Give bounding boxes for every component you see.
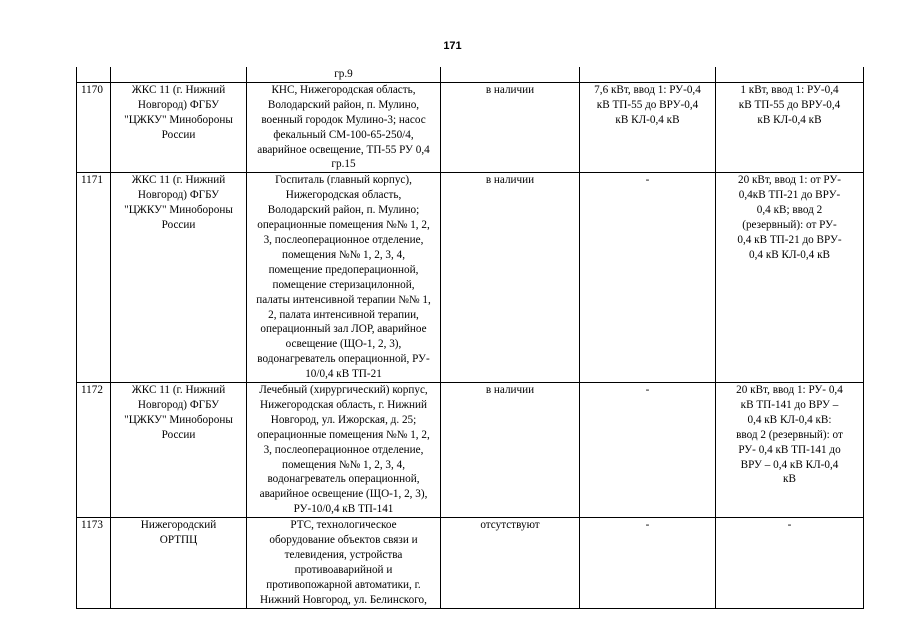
cell-line: 0,4 кВ КЛ-0,4 кВ: [747, 413, 832, 426]
page-number: 171 [443, 40, 462, 52]
cell-line: Нижегородская область, г. Нижний [260, 398, 427, 411]
cell-line: кВ ТП-141 до ВРУ – [740, 398, 839, 411]
cell-line: - [645, 174, 650, 187]
object-cell [247, 383, 441, 518]
cell-line: кВ ТП-55 до ВРУ-0,4 [738, 98, 841, 111]
table-row [77, 82, 864, 172]
cell-line: 0,4 кВ; ввод 2 [756, 204, 823, 217]
cell-line: Новгород) ФГБУ [137, 189, 220, 202]
cell-line: России [161, 128, 196, 141]
cell-line: КНС, Нижегородская область, [271, 83, 416, 96]
table-row [77, 518, 864, 608]
cell-line: Володарский район, п. Мулино, [267, 98, 420, 111]
cell-line: кВ КЛ-0,4 кВ [615, 113, 680, 126]
cell-line: ЖКС 11 (г. Нижний [131, 384, 226, 397]
cell-line: водонагреватель операционной, [267, 473, 420, 486]
power-cell [580, 518, 716, 608]
organization-cell [111, 383, 247, 518]
cell-line: кВ ТП-55 до ВРУ-0,4 [596, 98, 699, 111]
cell-line: 3, послеоперационное отделение, [263, 233, 424, 246]
power-reserve-cell [716, 82, 864, 172]
continued-row [77, 67, 864, 82]
cell-line: освещение (ЩО-1, 2, 3), [285, 338, 402, 351]
object-cell [247, 82, 441, 172]
cell-line: Новгород) ФГБУ [137, 98, 220, 111]
cell-line: Нижний Новгород, ул. Белинского, [260, 593, 427, 606]
status-cell: в наличии [441, 383, 580, 518]
row-number: 1170 [77, 82, 111, 172]
cell-line: - [645, 384, 650, 397]
cell-line: Нижегородский [140, 519, 217, 532]
cell-line: Новгород, ул. Ижорская, д. 25; [270, 413, 417, 426]
cell-line: ввод 2 (резервный): от [736, 428, 843, 441]
cell-line: "ЦЖКУ" Минобороны [124, 204, 233, 217]
row-number: 1171 [77, 173, 111, 383]
status-cell: отсутствуют [441, 518, 580, 608]
cell-line: аварийное освещение, ТП-55 РУ 0,4 [257, 143, 430, 156]
cell-line: кВ КЛ-0,4 кВ [757, 113, 822, 126]
cell-line: 0,4кВ ТП-21 до ВРУ- [738, 189, 841, 202]
cell-line: помещения №№ 1, 2, 3, 4, [281, 248, 405, 261]
continued-text: гр.9 [247, 67, 441, 82]
cell-line: ЖКС 11 (г. Нижний [131, 174, 226, 187]
row-number: 1173 [77, 518, 111, 608]
power-reserve-cell [716, 518, 864, 608]
cell-line: палаты интенсивной терапии №№ 1, [256, 293, 431, 306]
cell-line: ВРУ – 0,4 кВ КЛ-0,4 [740, 458, 839, 471]
data-table [76, 67, 864, 609]
power-reserve-cell [716, 173, 864, 383]
cell-line: Нижегородская область, [285, 189, 402, 202]
cell-line: Володарский район, п. Мулино; [267, 204, 420, 217]
cell-line: военный городок Мулино-3; насос [261, 113, 426, 126]
table-row [77, 173, 864, 383]
table-row [77, 383, 864, 518]
cell-line: водонагреватель операционной, РУ- [257, 353, 430, 366]
cell-line: 0,4 кВ КЛ-0,4 кВ [749, 248, 830, 261]
power-cell [580, 173, 716, 383]
status-cell: в наличии [441, 173, 580, 383]
cell-line: "ЦЖКУ" Минобороны [124, 413, 233, 426]
organization-cell [111, 173, 247, 383]
cell-line: РУ-10/0,4 кВ ТП-141 [293, 503, 394, 516]
power-cell [580, 383, 716, 518]
cell-line: операционный зал ЛОР, аварийное [260, 323, 427, 336]
cell-line: 20 кВт, ввод 1: от РУ- [738, 174, 841, 187]
cell-line: 3, послеоперационное отделение, [263, 443, 424, 456]
cell-line: телевидения, устройства [284, 549, 403, 561]
cell-line: РУ- 0,4 кВ ТП-141 до [738, 443, 841, 456]
cell-line: Госпиталь (главный корпус), [275, 174, 412, 187]
cell-line: "ЦЖКУ" Минобороны [124, 113, 233, 126]
cell-line: - [645, 519, 650, 532]
cell-line: 10/0,4 кВ ТП-21 [305, 368, 382, 381]
cell-line: помещение предоперационной, [268, 263, 419, 276]
cell-line: ОРТПЦ [159, 534, 198, 547]
cell-line: ЖКС 11 (г. Нижний [131, 83, 226, 96]
cell-line: гр.15 [331, 158, 356, 171]
cell-line: кВ [783, 473, 796, 486]
cell-line: РТС, технологическое [290, 519, 397, 532]
cell-line: 20 кВт, ввод 1: РУ- 0,4 [736, 384, 843, 397]
object-cell [247, 518, 441, 608]
status-cell: в наличии [441, 82, 580, 172]
cell-line: 0,4 кВ ТП-21 до ВРУ- [737, 233, 842, 246]
cell-line: аварийное освещение (ЩО-1, 2, 3), [259, 488, 428, 501]
cell-line: 1 кВт, ввод 1: РУ-0,4 [740, 83, 839, 96]
cell-line: Новгород) ФГБУ [137, 398, 220, 411]
row-number: 1172 [77, 383, 111, 518]
object-cell [247, 173, 441, 383]
cell-line: оборудование объектов связи и [269, 534, 418, 547]
cell-line: операционные помещения №№ 1, 2, [257, 219, 430, 232]
organization-cell [111, 518, 247, 608]
cell-line: 7,6 кВт, ввод 1: РУ-0,4 [594, 83, 701, 96]
cell-line: помещения №№ 1, 2, 3, 4, [281, 458, 405, 471]
cell-line: (резервный): от РУ- [742, 219, 837, 232]
cell-line: противоаварийной и [294, 563, 393, 576]
cell-line: противопожарной автоматики, г. [266, 578, 421, 591]
cell-line: - [787, 519, 792, 532]
cell-line: помещение стеризацилонной, [272, 278, 415, 291]
cell-line: 2, палата интенсивной терапии, [268, 308, 419, 321]
power-cell [580, 82, 716, 172]
cell-line: операционные помещения №№ 1, 2, [257, 428, 430, 441]
power-reserve-cell [716, 383, 864, 518]
organization-cell [111, 82, 247, 172]
cell-line: России [161, 219, 196, 232]
cell-line: России [161, 428, 196, 441]
cell-line: Лечебный (хирургический) корпус, [259, 384, 428, 397]
cell-line: фекальный СМ-100-65-250/4, [273, 128, 414, 141]
